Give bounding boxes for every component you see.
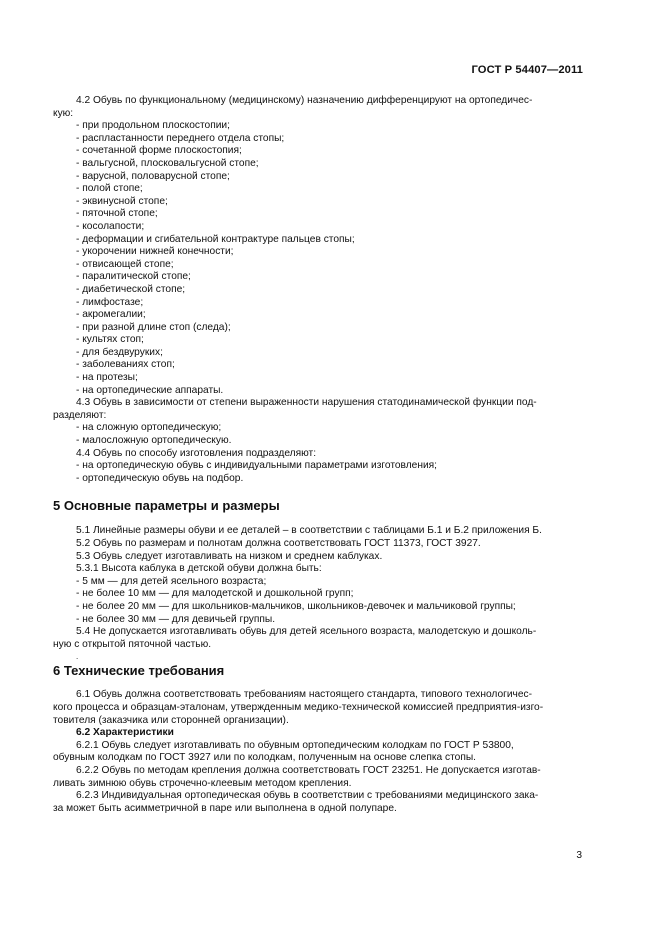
list-item: - вальгусной, плосковальгусной стопе;: [76, 157, 259, 169]
list-item: - не более 20 мм — для школьников-мальчиков, школьников-девочек и мальчиковой группы;: [76, 600, 516, 612]
list-item: - эквинусной стопе;: [76, 195, 168, 207]
list-item: - укорочении нижней конечности;: [76, 246, 234, 258]
list-item: - акромегалии;: [76, 309, 146, 321]
page-content: [53, 95, 585, 815]
list-item: - не более 30 мм — для девичьей группы.: [76, 613, 276, 625]
list-item: - на сложную ортопедическую;: [76, 422, 222, 434]
list-item: - малосложную ортопедическую.: [76, 435, 232, 447]
list-item: - на протезы;: [76, 372, 138, 384]
list-4-3: [76, 422, 585, 447]
list-item: - для бездвуруких;: [76, 346, 163, 358]
paragraph-4-3: [53, 397, 585, 422]
paragraph-6-1: [53, 689, 585, 727]
paragraph-6-1-line-2: кого процесса и образцам-эталонам, утвержденным медико-технической комиссией предприятия-изго-: [53, 701, 544, 713]
list-4-4: [76, 460, 585, 485]
list-item: - пяточной стопе;: [76, 208, 158, 220]
list-item: - при разной длине стоп (следа);: [76, 321, 231, 333]
paragraph-6-2-3-line-1: 6.2.3 Индивидуальная ортопедическая обувь в соответствии с требованиями медицинского зака-: [76, 790, 539, 802]
paragraph-4-2-line-2: кую:: [53, 107, 74, 119]
paragraph-6-2-2-line-1: 6.2.2 Обувь по методам крепления должна соответствовать ГОСТ 23251. Не допускается изготав-: [76, 764, 541, 776]
paragraph-6-1-line-3: товителя (заказчика или сторонней организации).: [53, 714, 289, 726]
paragraph-6-2-2-line-2: ливать зимнюю обувь строчечно-клеевым методом крепления.: [53, 777, 352, 789]
list-item: - лимфостазе;: [76, 296, 144, 308]
paragraph-6-2-2: [53, 764, 585, 790]
list-item: - паралитической стопе;: [76, 271, 191, 283]
list-item: - ортопедическую обувь на подбор.: [76, 472, 244, 484]
paragraph-4-3-line-1: 4.3 Обувь в зависимости от степени выраженности нарушения статодинамической функции под-: [76, 397, 537, 409]
paragraph-5-3-1: 5.3.1 Высота каблука в детской обуви должна быть:: [76, 563, 322, 575]
paragraph-6-2-1-line-2: обувным колодкам по ГОСТ 3927 или по колодкам, полученным на основе слепка стопы.: [53, 752, 477, 764]
paragraph-6-2-1: [53, 739, 585, 765]
paragraph-6-2-3: [53, 790, 585, 815]
subsection-6-2-heading: 6.2 Характеристики: [76, 727, 174, 739]
page-number: 3: [576, 850, 582, 861]
paragraph-5-3: 5.3 Обувь следует изготавливать на низком и среднем каблуках.: [76, 550, 383, 562]
list-item: - культях стоп;: [76, 334, 144, 346]
paragraph-5-4-line-2: ную с открытой пяточной частью.: [53, 638, 212, 650]
list-item: - отвисающей стопе;: [76, 258, 174, 270]
list-5-3-1: [76, 576, 585, 626]
paragraph-5-4: [53, 626, 585, 651]
paragraph-4-3-line-2: разделяют:: [53, 409, 107, 421]
list-item: - не более 10 мм — для малодетской и дошкольной групп;: [76, 588, 354, 600]
paragraph-5-1: 5.1 Линейные размеры обуви и ее деталей – в соответствии с таблицами Б.1 и Б.2 приложения Б.: [76, 525, 542, 537]
paragraph-4-2-line-1: 4.2 Обувь по функциональному (медицинскому) назначению дифференцируют на ортопедичес-: [76, 95, 533, 106]
paragraph-5-4-line-1: 5.4 Не допускается изготавливать обувь для детей ясельного возраста, малодетскую и дошколь-: [76, 626, 537, 638]
list-item: - косолапости;: [76, 220, 145, 232]
standard-number-header: ГОСТ Р 54407—2011: [471, 64, 583, 76]
stray-mark: .: [76, 652, 79, 662]
list-item: - варусной, половарусной стопе;: [76, 170, 230, 182]
paragraph-4-2: [53, 95, 585, 120]
section-6-heading: 6 Технические требования: [53, 663, 225, 679]
paragraph-6-1-line-1: 6.1 Обувь должна соответствовать требованиям настоящего стандарта, типового технологичес-: [76, 689, 533, 701]
list-item: - распластанности переднего отдела стопы;: [76, 132, 285, 144]
section-5-heading: 5 Основные параметры и размеры: [53, 498, 280, 514]
list-item: - полой стопе;: [76, 183, 143, 195]
list-item: - сочетанной форме плоскостопия;: [76, 145, 242, 157]
list-item: - деформации и сгибательной контрактуре пальцев стопы;: [76, 233, 355, 245]
list-item: - 5 мм — для детей ясельного возраста;: [76, 575, 267, 587]
list-item: - диабетической стопе;: [76, 283, 186, 295]
list-item: - на ортопедическую обувь с индивидуальными параметрами изготовления;: [76, 460, 438, 472]
paragraph-4-4: 4.4 Обувь по способу изготовления подразделяют:: [76, 447, 317, 459]
paragraph-5-2: 5.2 Обувь по размерам и полнотам должна соответствовать ГОСТ 11373, ГОСТ 3927.: [76, 538, 481, 549]
list-item: - при продольном плоскостопии;: [76, 120, 230, 132]
paragraph-6-2-3-line-2: за может быть асимметричной в паре или выполнена в одной полупаре.: [53, 802, 397, 814]
list-4-2: [76, 120, 585, 397]
paragraph-6-2-1-line-1: 6.2.1 Обувь следует изготавливать по обувным ортопедическим колодкам по ГОСТ Р 53800,: [76, 739, 514, 751]
list-item: - заболеваниях стоп;: [76, 359, 175, 371]
list-item: - на ортопедические аппараты.: [76, 384, 224, 396]
